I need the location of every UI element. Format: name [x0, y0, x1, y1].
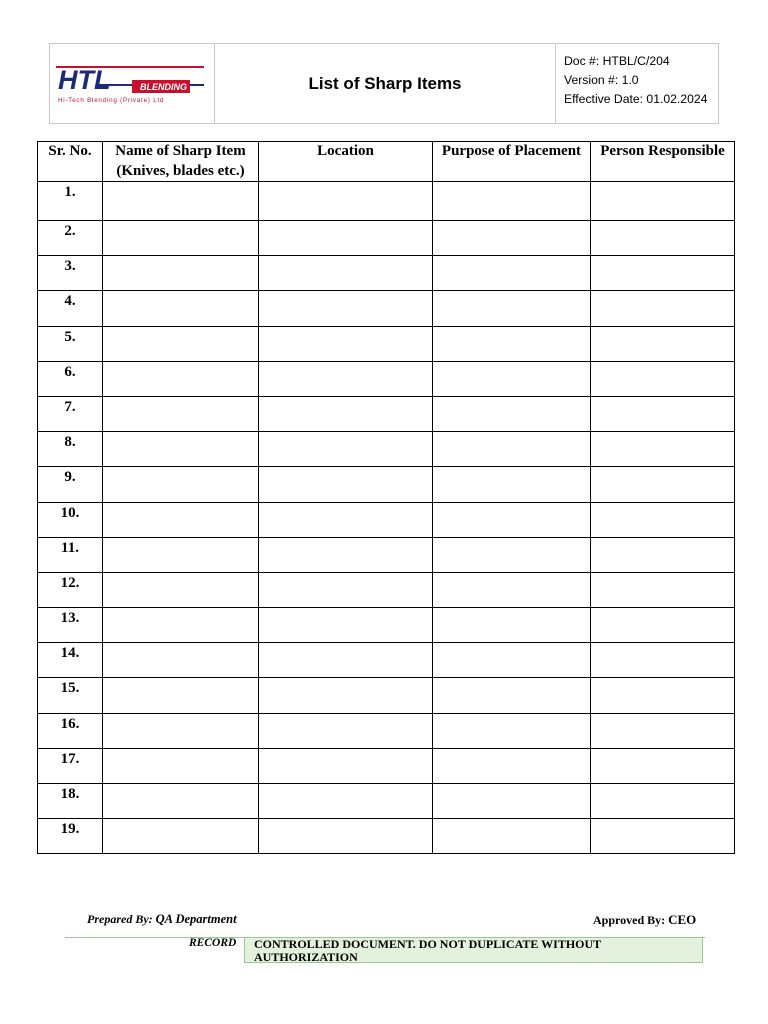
cell-purpose[interactable]: [433, 678, 591, 713]
cell-location[interactable]: [259, 396, 433, 431]
company-logo-cell: [50, 44, 215, 123]
cell-person[interactable]: [591, 396, 735, 431]
cell-person[interactable]: [591, 221, 735, 256]
cell-location[interactable]: [259, 256, 433, 291]
cell-sr-no: 12.: [38, 572, 103, 607]
cell-purpose[interactable]: [433, 396, 591, 431]
table-row: [38, 678, 735, 713]
cell-sr-no: 13.: [38, 608, 103, 643]
cell-person[interactable]: [591, 643, 735, 678]
cell-location[interactable]: [259, 572, 433, 607]
table-row: [38, 713, 735, 748]
cell-sharp-item[interactable]: [103, 291, 259, 326]
col-header-sr-no: Sr. No.: [38, 142, 103, 182]
cell-location[interactable]: [259, 784, 433, 819]
table-row: [38, 291, 735, 326]
cell-sharp-item[interactable]: [103, 467, 259, 502]
cell-purpose[interactable]: [433, 502, 591, 537]
approved-by-label: Approved By:: [593, 913, 666, 927]
cell-sr-no: 9.: [38, 467, 103, 502]
cell-location[interactable]: [259, 432, 433, 467]
cell-purpose[interactable]: [433, 326, 591, 361]
logo-sub: BLENDING: [140, 82, 187, 92]
cell-sr-no: 6.: [38, 361, 103, 396]
cell-sr-no: 11.: [38, 537, 103, 572]
controlled-document-notice: CONTROLLED DOCUMENT. DO NOT DUPLICATE WITHOUT AUTHORIZATION: [244, 937, 703, 963]
cell-sr-no: 7.: [38, 396, 103, 431]
cell-location[interactable]: [259, 467, 433, 502]
table-row: [38, 608, 735, 643]
cell-person[interactable]: [591, 502, 735, 537]
cell-person[interactable]: [591, 678, 735, 713]
col-header-sharp-item-line1: Name of Sharp Item: [115, 143, 246, 159]
cell-person[interactable]: [591, 537, 735, 572]
cell-location[interactable]: [259, 678, 433, 713]
cell-person[interactable]: [591, 748, 735, 783]
approved-by-value: CEO: [668, 912, 697, 927]
col-header-purpose: Purpose of Placement: [433, 142, 591, 182]
cell-location[interactable]: [259, 291, 433, 326]
cell-sharp-item[interactable]: [103, 396, 259, 431]
cell-sharp-item[interactable]: [103, 572, 259, 607]
cell-location[interactable]: [259, 537, 433, 572]
cell-location[interactable]: [259, 643, 433, 678]
logo-tagline: Hi-Tech Blending (Private) Ltd: [58, 97, 165, 104]
cell-person[interactable]: [591, 291, 735, 326]
cell-sharp-item[interactable]: [103, 432, 259, 467]
cell-sharp-item[interactable]: [103, 608, 259, 643]
cell-purpose[interactable]: [433, 572, 591, 607]
cell-sharp-item[interactable]: [103, 256, 259, 291]
page-title: List of Sharp Items: [215, 44, 556, 123]
cell-sr-no: 17.: [38, 748, 103, 783]
col-header-sharp-item: [103, 142, 259, 182]
table-row: [38, 432, 735, 467]
table-row: [38, 748, 735, 783]
table-row: [38, 396, 735, 431]
cell-sharp-item[interactable]: [103, 326, 259, 361]
cell-purpose[interactable]: [433, 221, 591, 256]
prepared-by-value: QA Department: [155, 912, 237, 926]
cell-purpose[interactable]: [433, 748, 591, 783]
table-row: [38, 221, 735, 256]
cell-sr-no: 8.: [38, 432, 103, 467]
cell-purpose[interactable]: [433, 713, 591, 748]
cell-purpose[interactable]: [433, 361, 591, 396]
cell-sr-no: 19.: [38, 819, 103, 854]
cell-sr-no: 2.: [38, 221, 103, 256]
effective-date: Effective Date: 01.02.2024: [564, 92, 708, 106]
cell-sr-no: 15.: [38, 678, 103, 713]
cell-sr-no: 14.: [38, 643, 103, 678]
table-row: [38, 819, 735, 854]
cell-location[interactable]: [259, 502, 433, 537]
table-row: [38, 361, 735, 396]
cell-location[interactable]: [259, 221, 433, 256]
cell-person[interactable]: [591, 256, 735, 291]
cell-sharp-item[interactable]: [103, 361, 259, 396]
sharp-items-table: [37, 141, 735, 854]
table-row: [38, 572, 735, 607]
cell-location[interactable]: [259, 361, 433, 396]
cell-sr-no: 5.: [38, 326, 103, 361]
cell-purpose[interactable]: [433, 819, 591, 854]
version-number: Version #: 1.0: [564, 73, 639, 87]
cell-sharp-item[interactable]: [103, 537, 259, 572]
cell-location[interactable]: [259, 748, 433, 783]
cell-sharp-item[interactable]: [103, 819, 259, 854]
cell-sharp-item[interactable]: [103, 182, 259, 221]
cell-purpose[interactable]: [433, 643, 591, 678]
cell-person[interactable]: [591, 819, 735, 854]
cell-sr-no: 4.: [38, 291, 103, 326]
cell-location[interactable]: [259, 182, 433, 221]
cell-person[interactable]: [591, 326, 735, 361]
cell-sr-no: 18.: [38, 784, 103, 819]
cell-person[interactable]: [591, 467, 735, 502]
table-header-row: [38, 142, 735, 182]
prepared-by: [87, 912, 237, 927]
cell-purpose[interactable]: [433, 256, 591, 291]
cell-purpose[interactable]: [433, 182, 591, 221]
cell-purpose[interactable]: [433, 467, 591, 502]
cell-purpose[interactable]: [433, 432, 591, 467]
cell-purpose[interactable]: [433, 537, 591, 572]
table-row: [38, 182, 735, 221]
cell-person[interactable]: [591, 608, 735, 643]
cell-sr-no: 16.: [38, 713, 103, 748]
record-label: RECORD: [189, 937, 237, 949]
prepared-by-label: Prepared By:: [87, 912, 153, 926]
cell-sharp-item[interactable]: [103, 713, 259, 748]
cell-sr-no: 1.: [38, 182, 103, 221]
cell-sr-no: 10.: [38, 502, 103, 537]
cell-person[interactable]: [591, 432, 735, 467]
cell-sharp-item[interactable]: [103, 748, 259, 783]
table-row: [38, 326, 735, 361]
col-header-location: Location: [259, 142, 433, 182]
cell-person[interactable]: [591, 182, 735, 221]
cell-purpose[interactable]: [433, 608, 591, 643]
cell-sharp-item[interactable]: [103, 643, 259, 678]
cell-sharp-item[interactable]: [103, 784, 259, 819]
cell-purpose[interactable]: [433, 784, 591, 819]
col-header-sharp-item-line2: (Knives, blades etc.): [116, 162, 245, 179]
cell-person[interactable]: [591, 784, 735, 819]
cell-person[interactable]: [591, 572, 735, 607]
cell-location[interactable]: [259, 608, 433, 643]
table-row: [38, 784, 735, 819]
approved-by: [593, 912, 696, 928]
cell-sharp-item[interactable]: [103, 221, 259, 256]
doc-number: Doc #: HTBL/C/204: [564, 54, 670, 68]
table-row: [38, 256, 735, 291]
document-header: [49, 43, 719, 124]
table-row: [38, 467, 735, 502]
cell-location[interactable]: [259, 819, 433, 854]
cell-person[interactable]: [591, 713, 735, 748]
cell-person[interactable]: [591, 361, 735, 396]
table-row: [38, 643, 735, 678]
cell-location[interactable]: [259, 326, 433, 361]
table-row: [38, 537, 735, 572]
cell-sharp-item[interactable]: [103, 502, 259, 537]
cell-purpose[interactable]: [433, 291, 591, 326]
logo-brand: HTL: [58, 65, 111, 95]
cell-sharp-item[interactable]: [103, 678, 259, 713]
document-meta: [556, 44, 718, 123]
cell-location[interactable]: [259, 713, 433, 748]
col-header-person: Person Responsible: [591, 142, 735, 182]
cell-sr-no: 3.: [38, 256, 103, 291]
htl-logo: [56, 62, 206, 107]
table-row: [38, 502, 735, 537]
